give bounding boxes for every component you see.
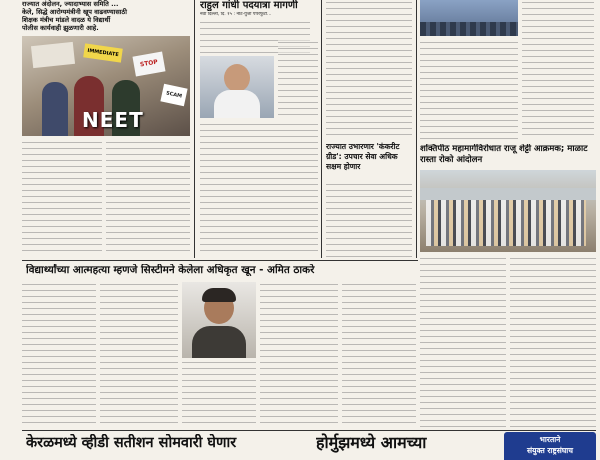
col3-upper-text (326, 0, 412, 140)
bottom-left-headline: केरळमध्ये व्हीडी सतीशन सोमवारी घेणार (26, 435, 237, 451)
amit-thackeray-photo (182, 282, 256, 358)
bottom-badge (504, 432, 596, 460)
section-rule-bottom (22, 430, 596, 431)
politician-photo (200, 56, 274, 118)
col2-byline: नवी दिल्ली, दि. १५ : नीट-युजी पेपरफुटी... (200, 12, 272, 17)
col2-headline: राहुल गांधी पदयात्रा मागणी (200, 0, 298, 11)
main-story-col-4 (260, 282, 338, 428)
col3-body-text (326, 182, 412, 258)
col5-lower-text (510, 256, 596, 428)
kicker-line-4: पोलीस कार्यवाही झुळणारी आहे. (22, 24, 99, 32)
main-story-col-5 (342, 282, 416, 428)
col5-upper-text (522, 0, 594, 140)
main-story-col-3 (182, 360, 256, 428)
main-story-col-2 (100, 282, 178, 428)
protest-sign-3: SCAM (160, 84, 187, 107)
badge-line-1: भारताने (539, 435, 561, 444)
column-divider-3 (416, 0, 417, 258)
top-left-kicker (22, 0, 197, 34)
protest-sign-2: STOP (132, 52, 165, 77)
col3-headline: राज्यात उभारणार 'कंकरीट ग्रीड': उपचार सेवा अधिक सक्षम होणार (326, 142, 400, 171)
col1-body-text-2 (106, 140, 190, 256)
neet-caption: NEET (82, 108, 144, 132)
column-divider (194, 0, 195, 258)
main-story-col-1 (22, 282, 96, 428)
section-rule-top (22, 260, 418, 261)
col2-side-text (278, 40, 318, 118)
kicker-line-2: केले, सिद्धे आरोग्यमंत्रीनी खूप वाढवण्यासाठी (22, 8, 127, 16)
column-divider-2 (321, 0, 322, 258)
col1-body-text (22, 140, 102, 256)
col2-lower-text (200, 122, 318, 256)
neet-protest-photo (22, 36, 190, 136)
badge-line-2: संयुक्त राष्ट्रसंघाच (527, 446, 573, 455)
kicker-line-3: शिक्षक मंत्रीच मांडले वादळ ये विद्यार्थी (22, 16, 111, 24)
road-protest-photo (420, 170, 596, 252)
kicker-line-1: राज्यात अंदोलन, ज्यादाभ्यास समिति ... (22, 0, 119, 8)
main-story-headline: विद्यार्थ्यांच्या आत्महत्या म्हणजे सिस्टीमने केलेला अधिकृत खून - अमित ठाकरे (26, 264, 315, 276)
col4-lower-text (420, 256, 506, 428)
bottom-mid-headline: होर्मुझमध्ये आमच्या (316, 433, 427, 452)
col4-headline: शक्तिपीठ महामार्गविरोधात राजू शेट्टी आक्रमक; माळाट रास्ता रोको आंदोलन (420, 144, 588, 165)
crowd-photo-top (420, 0, 518, 36)
col4-upper-text (420, 40, 518, 140)
protest-sign-1: IMMEDIATE (83, 43, 123, 62)
